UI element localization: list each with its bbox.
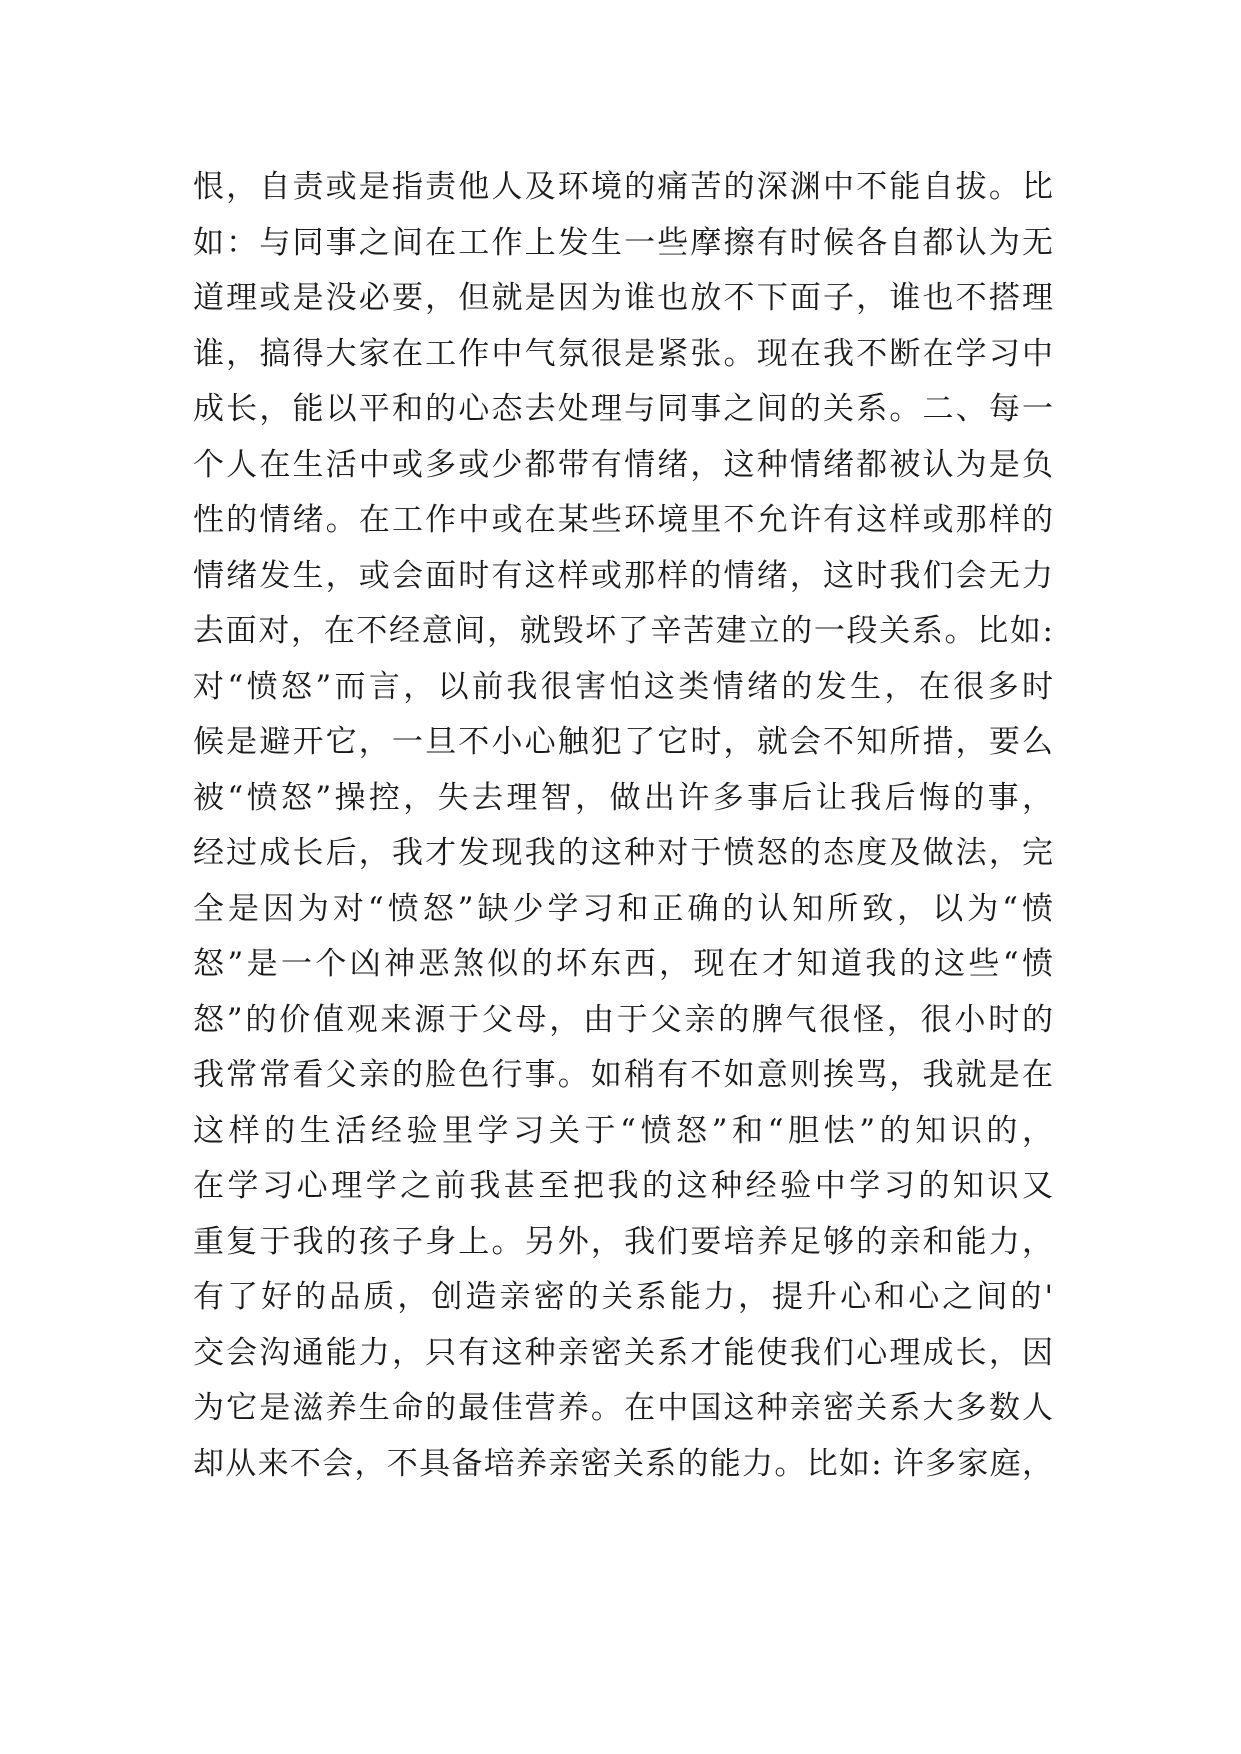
text-line: 经过成长后，我才发现我的这种对于愤怒的态度及做法，完 xyxy=(193,835,1053,871)
text-line: 被“愤怒”操控，失去理智，做出许多事后让我后悔的事， xyxy=(193,779,1053,816)
text-line: 道理或是没必要，但就是因为谁也放不下面子，谁也不搭理 xyxy=(193,280,1053,316)
text-line: 我常常看父亲的脸色行事。如稍有不如意则挨骂，我就是在 xyxy=(193,1057,1053,1093)
text-line: 对“愤怒”而言，以前我很害怕这类情绪的发生，在很多时 xyxy=(193,668,1053,705)
text-line: 重复于我的孩子身上。另外，我们要培养足够的亲和能力， xyxy=(193,1223,1053,1260)
text-line: 在学习心理学之前我甚至把我的这种经验中学习的知识又 xyxy=(193,1168,1053,1204)
text-line: 怒”是一个凶神恶煞似的坏东西，现在才知道我的这些“愤 xyxy=(193,946,1053,982)
text-line: 个人在生活中或多或少都带有情绪，这种情绪都被认为是负 xyxy=(193,446,1053,483)
text-line: 有了好的品质，创造亲密的关系能力，提升心和心之间的' xyxy=(193,1279,1053,1315)
text-line: 候是避开它，一旦不小心触犯了它时，就会不知所措，要么 xyxy=(193,724,1053,760)
text-line: 恨，自责或是指责他人及环境的痛苦的深渊中不能自拔。比 xyxy=(193,169,1053,205)
text-line: 交会沟通能力，只有这种亲密关系才能使我们心理成长，因 xyxy=(193,1334,1053,1371)
text-line: 全是因为对“愤怒”缺少学习和正确的认知所致，以为“愤 xyxy=(193,890,1053,927)
text-line: 如：与同事之间在工作上发生一些摩擦有时候各自都认为无 xyxy=(193,224,1053,261)
text-line: 成长，能以平和的心态去处理与同事之间的关系。二、每一 xyxy=(193,391,1053,427)
text-line: 这样的生活经验里学习关于“愤怒”和“胆怯”的知识的， xyxy=(193,1112,1053,1149)
text-line: 性的情绪。在工作中或在某些环境里不允许有这样或那样的 xyxy=(193,502,1053,538)
text-line: 为它是滋养生命的最佳营养。在中国这种亲密关系大多数人 xyxy=(193,1390,1053,1426)
text-line: 情绪发生，或会面时有这样或那样的情绪，这时我们会无力 xyxy=(193,557,1053,594)
body-text xyxy=(193,160,1053,1492)
text-line: 却从来不会，不具备培养亲密关系的能力。比如: 许多家庭， xyxy=(193,1445,1053,1482)
text-line: 去面对，在不经意间，就毁坏了辛苦建立的一段关系。比如: xyxy=(193,613,1053,649)
text-line: 谁，搞得大家在工作中气氛很是紧张。现在我不断在学习中 xyxy=(193,335,1053,372)
text-line: 怒”的价值观来源于父母，由于父亲的脾气很怪，很小时的 xyxy=(193,1001,1053,1038)
